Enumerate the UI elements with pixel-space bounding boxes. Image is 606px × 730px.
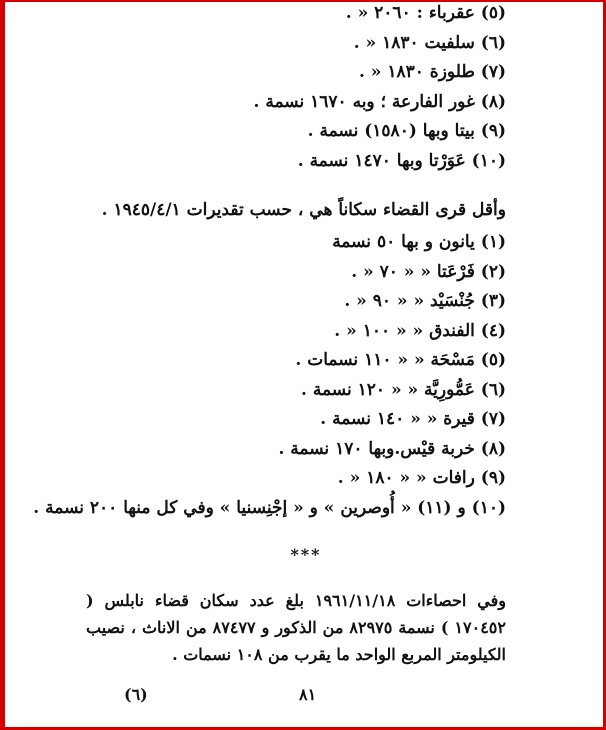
- list-item: (٧) قيرة « « ١٤٠ نسمة .: [320, 409, 506, 429]
- list-item: (٥) مَسْحَة « « ١١٠ نسمات .: [295, 350, 506, 370]
- list-item: (٦) عَمُّورِيَّة « « ١٢٠ نسمة .: [301, 380, 506, 400]
- list-item: (٨) غور الفارعة ؛ وبه ١٦٧٠ نسمة .: [253, 92, 506, 112]
- list-item: (٦) سلفيت ١٨٣٠ « .: [353, 33, 506, 53]
- section-separator: ***: [290, 545, 322, 564]
- part-number: (٦): [124, 685, 148, 704]
- section-heading: وأقل قرى القضاء سكاناً هي ، حسب تقديرات ١٩٤٥/٤/١ .: [101, 200, 506, 220]
- list-item: (٤) الفندق « « ١٠٠ « .: [334, 321, 506, 341]
- list-item: (١) يانون و بها ٥٠ نسمة: [332, 232, 506, 252]
- list-item: (٢) فَرْعَتا « « ٧٠ « .: [351, 262, 506, 282]
- list-item: (١٠) و (١١) « أُوصرين » و « إجْنِسنيا » وفي كل منها ٢٠٠ نسمة .: [33, 498, 506, 518]
- frame-border-left: [0, 0, 5, 730]
- list-item: (٧) طلوزة ١٨٣٠ « .: [358, 62, 506, 82]
- list-item: (٩) بيتا وبها (١٥٨٠) نسمة .: [307, 121, 506, 141]
- body-paragraph: وفي احصاءات ١٩٦١/١١/١٨ بلغ عدد سكان قضاء نابلس ( ١٧٠٤٥٢ ) نسمة ٨٢٩٧٥ من الذكور و ٨٧٤٧٧ من الاناث ، نصيب الكيلومتر المربع الواحد ما يقرب من ١٠٨ نسمات .: [86, 591, 506, 664]
- list-item: (٩) رافات « « ١٨٠ « .: [337, 468, 506, 488]
- document-page: [12, 0, 600, 730]
- list-item: (١٠) عَوَرْتا وبها ١٤٧٠ نسمة .: [297, 151, 506, 171]
- list-item: (٥) عقرباء : ٢٠٦٠ « .: [345, 3, 506, 23]
- page-number: ٨١: [299, 685, 317, 704]
- list-item: (٣) جُنْسَيْد « « ٩٠ « .: [344, 291, 506, 311]
- list-item: (٨) خربة قيْس.وبها ١٧٠ نسمة .: [278, 439, 506, 459]
